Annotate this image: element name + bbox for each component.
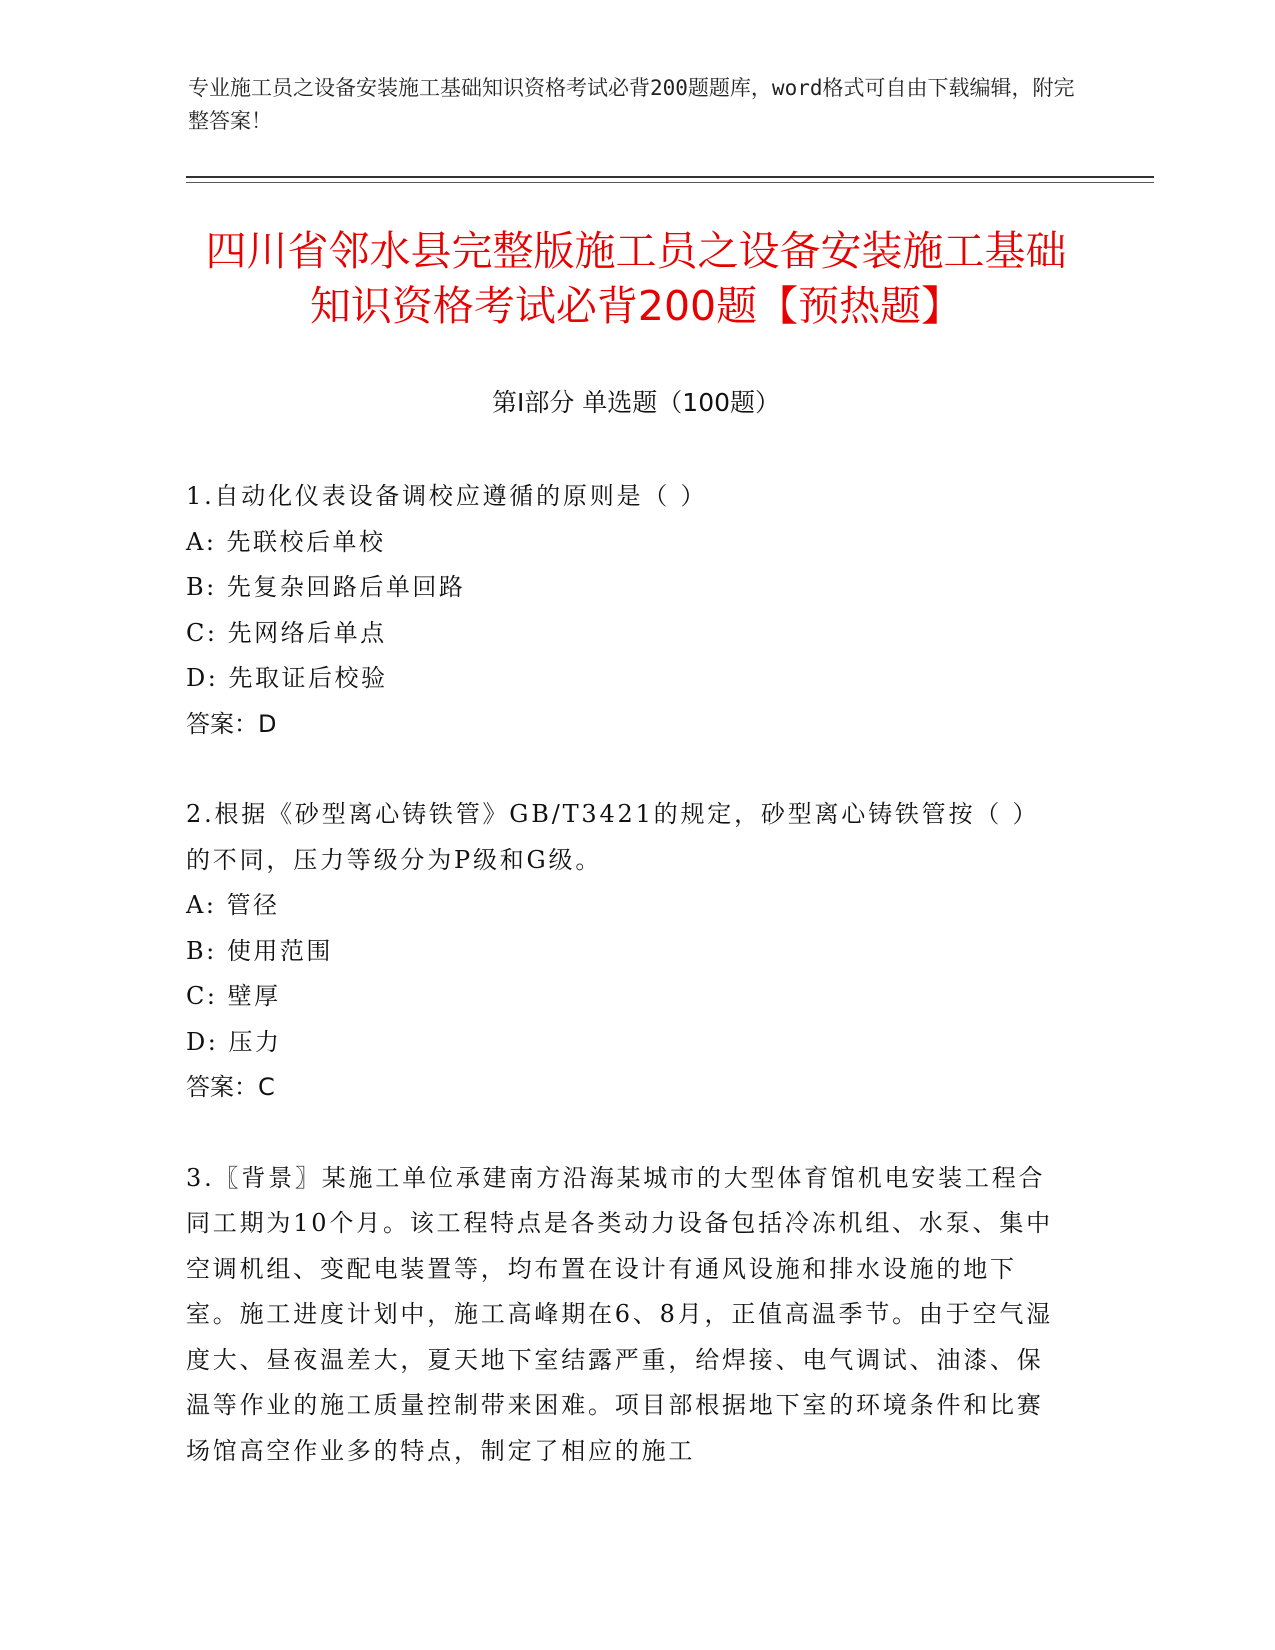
question-2: [186, 792, 1066, 1111]
question-1: [186, 474, 1066, 747]
option-d: D: 压力: [186, 1027, 282, 1056]
option-c: C: 壁厚: [186, 982, 281, 1010]
answer: 答案：D: [186, 709, 277, 738]
document-title: 四川省邻水县完整版施工员之设备安装施工基础知识资格考试必背200题【预热题】: [205, 227, 1067, 330]
question-3: [186, 1156, 1066, 1475]
header-divider-thin: [186, 182, 1154, 183]
question-stem: 3.〖背景〗某施工单位承建南方沿海某城市的大型体育馆机电安装工程合同工期为10个月。该工程特点是各类动力设备包括冷冻机组、水泵、集中空调机组、变配电装置等，均布置在设计有通风设施和排水设施的地下室。施工进度计划中，施工高峰期在6、8月，正值高温季节。由于空气湿度大、昼夜温差大，夏天地下室结露严重，给焊接、电气调试、油漆、保温等作业的施工质量控制带来困难。项目部根据地下室的环境条件和比赛场馆高空作业多的特点，制定了相应的施工: [186, 1163, 1053, 1465]
header-note: 专业施工员之设备安装施工基础知识资格考试必背200题题库，word格式可自由下载编辑，附完整答案！: [188, 76, 1075, 133]
question-stem: 1.自动化仪表设备调校应遵循的原则是（ ）: [186, 482, 708, 510]
option-c: C: 先网络后单点: [186, 618, 387, 647]
option-b: B: 先复杂回路后单回路: [186, 573, 466, 601]
answer: 答案：C: [186, 1073, 275, 1101]
question-list: [186, 474, 1066, 1519]
header-divider-thick: [186, 176, 1154, 178]
question-stem: 2.根据《砂型离心铸铁管》GB/T3421的规定，砂型离心铸铁管按（ ）的不同，压力等级分为P级和G级。: [186, 800, 1040, 874]
option-b: B: 使用范围: [186, 936, 333, 965]
option-a: A: 先联校后单校: [186, 527, 386, 556]
option-d: D: 先取证后校验: [186, 664, 388, 692]
option-a: A: 管径: [186, 891, 280, 919]
section-title: 第Ⅰ部分 单选题（100题）: [491, 388, 781, 417]
